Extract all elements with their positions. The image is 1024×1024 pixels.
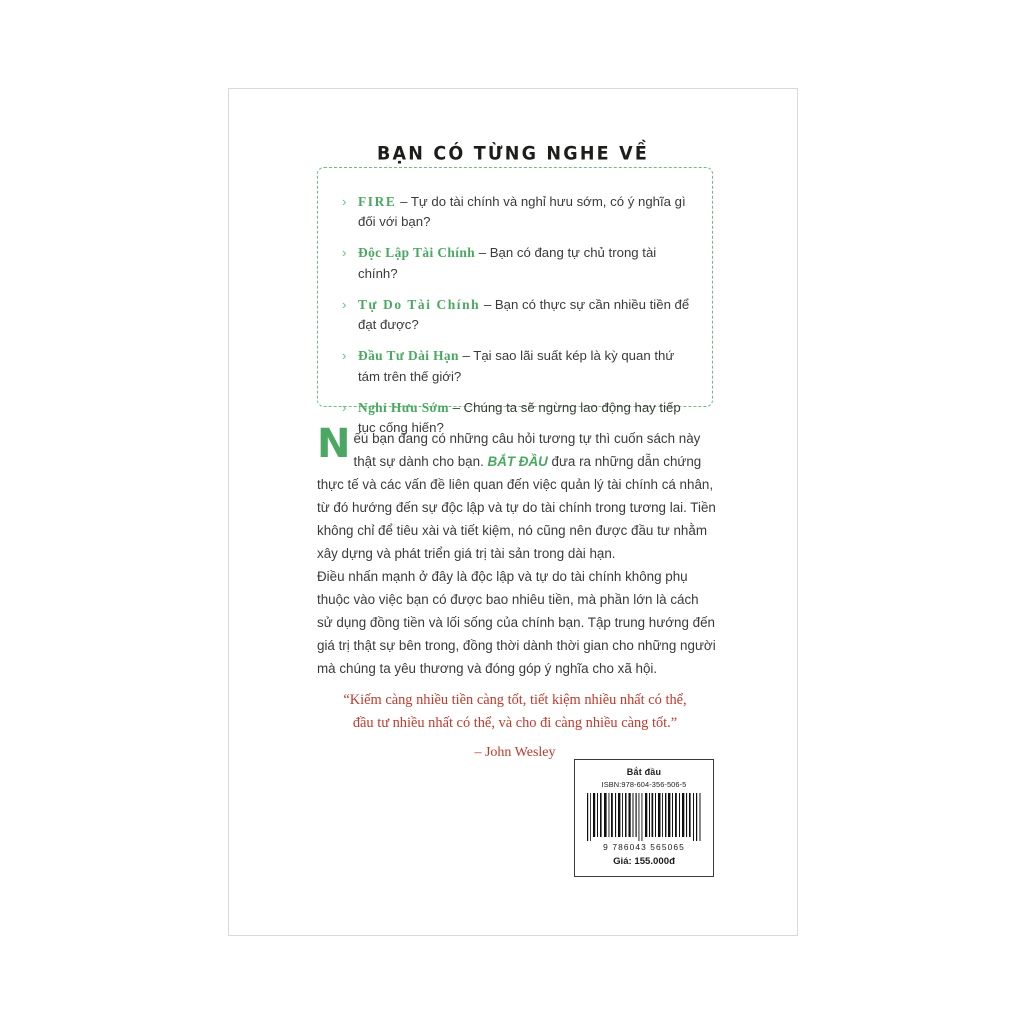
question-term: Độc Lập Tài Chính — [358, 245, 476, 261]
book-back-cover — [228, 88, 798, 936]
questions-box — [317, 167, 713, 436]
paragraph-one — [317, 421, 717, 565]
page-title: BẠN CÓ TỪNG NGHE VỀ — [376, 143, 650, 165]
isbn-text: ISBN:978-604-356-506-5 — [601, 780, 687, 789]
paragraph-one-pre: ếu bạn đang có những câu hỏi tương tự thì cuốn sách này thật sự dành cho bạn. — [353, 431, 701, 470]
list-item — [342, 295, 691, 335]
question-term: Tự Do Tài Chính — [358, 296, 481, 312]
barcode-icon — [585, 793, 703, 841]
drop-cap: N — [317, 421, 351, 467]
question-term: FIRE — [358, 194, 397, 209]
bullet-dash-icon: › — [342, 296, 347, 312]
question-term: Đầu Tư Dài Hạn — [358, 348, 459, 364]
list-item — [342, 346, 691, 386]
pull-quote — [309, 689, 721, 764]
quote-line-one: “Kiếm càng nhiều tiền càng tốt, tiết kiệm nhiều nhất có thể, — [343, 692, 687, 708]
barcode-title: Bắt đầu — [626, 767, 662, 777]
quote-line-two: đầu tư nhiều nhất có thể, và cho đi càng nhiều càng tốt.” — [352, 715, 678, 732]
bullet-dash-icon: › — [342, 399, 347, 415]
paragraph-two: Điều nhấn mạnh ở đây là độc lập và tự do tài chính không phụ thuộc vào việc bạn có được bao nhiêu tiền, mà phần lớn là cách sử dụng đồng tiền và lối sống của chính bạn. Tập trung hướng đến giá trị thật sự bên trong, đồng thời dành thời gian cho những người mà chúng ta yêu thương và đóng góp ý nghĩa cho xã hội. — [317, 569, 716, 677]
question-text: – Chúng ta sẽ ngừng lao động hay tiếp tục cống hiến? — [358, 399, 681, 436]
barcode-block — [574, 759, 714, 877]
price-label: Giá: 155.000đ — [613, 856, 675, 867]
brand-name: BẮT ĐẦU — [487, 454, 548, 470]
quote-attribution: – John Wesley — [474, 744, 556, 760]
bullet-dash-icon: › — [342, 194, 347, 209]
barcode-digits: 9 786043 565065 — [603, 842, 685, 852]
body-copy — [317, 421, 717, 681]
bullet-dash-icon: › — [342, 348, 347, 364]
question-text: – Bạn có đang tự chủ trong tài chính? — [358, 245, 657, 281]
question-text: – Bạn có thực sự cần nhiều tiền để đạt được? — [358, 296, 690, 333]
bullet-dash-icon: › — [342, 245, 347, 261]
question-text: – Tự do tài chính và nghỉ hưu sớm, có ý nghĩa gì đối với bạn? — [358, 194, 686, 230]
question-term: Nghỉ Hưu Sớm — [358, 399, 449, 415]
list-item — [342, 243, 691, 283]
paragraph-one-post: đưa ra những dẫn chứng thực tế và các vấn đề liên quan đến việc quản lý tài chính cá nhân, từ đó hướng đến sự độc lập và tự do tài chính trong tương lai. Tiền không chỉ để tiêu xài và tiết kiệm, nó cũng nên được đầu tư nhằm xây dựng và phát triển giá trị tài sản trong dài hạn. — [317, 454, 716, 562]
question-text: – Tại sao lãi suất kép là kỳ quan thứ tám trên thế giới? — [358, 348, 675, 384]
list-item — [342, 192, 691, 232]
questions-list — [342, 192, 691, 438]
